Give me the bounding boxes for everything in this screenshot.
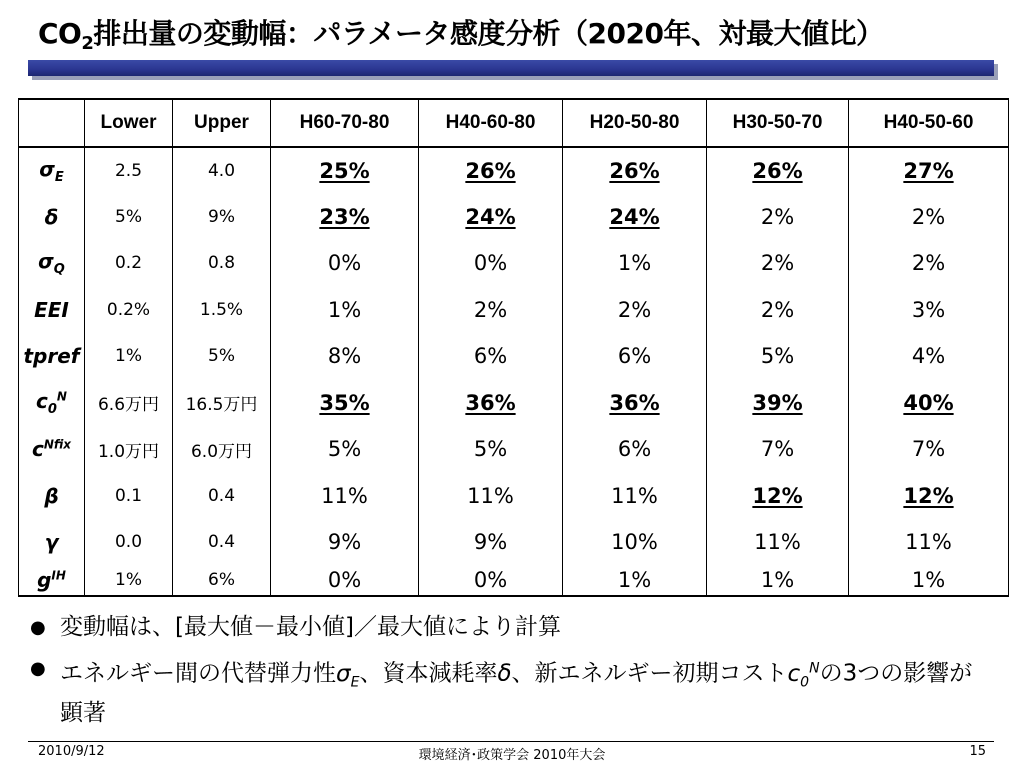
note-text-2a: エネルギー間の代替弾力性 [60, 660, 336, 687]
lower-bound-cell: 6.6万円 [85, 380, 173, 427]
variation-value-cell: 6% [419, 333, 563, 380]
variation-value-cell: 11% [419, 473, 563, 520]
table-row [19, 380, 1009, 427]
lower-bound-cell: 2.5 [85, 147, 173, 194]
header-cell-parameter [19, 99, 85, 147]
title-rest: 排出量の変動幅：パラメータ感度分析（2020年、対最大値比） [93, 17, 884, 50]
parameter-cell: $c_0^N$ [19, 380, 85, 427]
note-text-2d: の3つの影響が顕著 [60, 660, 973, 727]
variation-value-cell: 11% [563, 473, 707, 520]
table-row [19, 473, 1009, 520]
parameter-cell: EEI [19, 287, 85, 334]
lower-bound-cell: 0.2% [85, 287, 173, 334]
upper-bound-cell: 1.5% [173, 287, 271, 334]
footer-page-number: 15 [969, 744, 986, 759]
variation-value-cell: 24% [563, 194, 707, 241]
parameter-cell: β [19, 473, 85, 520]
variation-value-cell: 26% [563, 147, 707, 194]
variation-value-cell: 26% [419, 147, 563, 194]
table-row [19, 194, 1009, 241]
variation-value-cell: 11% [849, 519, 1009, 566]
variation-value-cell: 5% [271, 426, 419, 473]
variation-value-cell: 4% [849, 333, 1009, 380]
variation-value-cell: 1% [849, 566, 1009, 596]
sensitivity-table [18, 98, 1009, 597]
lower-bound-cell: 0.1 [85, 473, 173, 520]
variation-value-cell: 2% [419, 287, 563, 334]
variation-value-cell: 0% [271, 240, 419, 287]
lower-bound-cell: 5% [85, 194, 173, 241]
upper-bound-cell: 6% [173, 566, 271, 596]
header-cell: H30-50-70 [707, 99, 849, 147]
variation-value-cell: 2% [563, 287, 707, 334]
lower-bound-cell: 1% [85, 333, 173, 380]
title-subscript: 2 [81, 33, 94, 54]
table-header-row [19, 99, 1009, 147]
variation-value-cell: 6% [563, 333, 707, 380]
upper-bound-cell: 6.0万円 [173, 426, 271, 473]
table-row [19, 333, 1009, 380]
parameter-cell: $\sigma_Q$ [19, 240, 85, 287]
parameter-cell: tpref [19, 333, 85, 380]
table-row [19, 426, 1009, 473]
variation-value-cell: 3% [849, 287, 1009, 334]
title-prefix: CO [38, 17, 82, 50]
variation-value-cell: 2% [707, 240, 849, 287]
footer-date: 2010/9/12 [38, 744, 105, 759]
parameter-cell: δ [19, 194, 85, 241]
variation-value-cell: 25% [271, 147, 419, 194]
table-row [19, 566, 1009, 596]
variation-value-cell: 6% [563, 426, 707, 473]
lower-bound-cell: 1.0万円 [85, 426, 173, 473]
header-cell: Upper [173, 99, 271, 147]
variation-value-cell: 1% [707, 566, 849, 596]
header-cell: H60-70-80 [271, 99, 419, 147]
bullet-icon: ● [30, 617, 46, 638]
variation-value-cell: 11% [707, 519, 849, 566]
variation-value-cell: 23% [271, 194, 419, 241]
variation-value-cell: 40% [849, 380, 1009, 427]
lower-bound-cell: 1% [85, 566, 173, 596]
note-item-1 [30, 612, 990, 643]
note-symbol-sigma-e: $\sigma_E$ [336, 660, 360, 691]
footer-divider [28, 741, 994, 742]
upper-bound-cell: 0.4 [173, 519, 271, 566]
note-symbol-delta: δ [497, 660, 512, 687]
variation-value-cell: 0% [419, 240, 563, 287]
variation-value-cell: 7% [707, 426, 849, 473]
lower-bound-cell: 0.2 [85, 240, 173, 287]
variation-value-cell: 1% [271, 287, 419, 334]
table-row [19, 147, 1009, 194]
footer-conference: 環境経済･政策学会 2010年大会 [418, 748, 606, 763]
upper-bound-cell: 9% [173, 194, 271, 241]
lower-bound-cell: 0.0 [85, 519, 173, 566]
variation-value-cell: 9% [419, 519, 563, 566]
table-row [19, 287, 1009, 334]
parameter-cell: $c^{Nfix}$ [19, 426, 85, 473]
upper-bound-cell: 16.5万円 [173, 380, 271, 427]
header-cell: H40-50-60 [849, 99, 1009, 147]
variation-value-cell: 39% [707, 380, 849, 427]
variation-value-cell: 2% [707, 287, 849, 334]
parameter-cell: $g^{IH}$ [19, 566, 85, 596]
variation-value-cell: 36% [563, 380, 707, 427]
variation-value-cell: 1% [563, 240, 707, 287]
variation-value-cell: 35% [271, 380, 419, 427]
variation-value-cell: 36% [419, 380, 563, 427]
note-text-1: 変動幅は、[最大値－最小値]／最大値により計算 [60, 614, 561, 640]
table-row [19, 240, 1009, 287]
variation-value-cell: 10% [563, 519, 707, 566]
variation-value-cell: 26% [707, 147, 849, 194]
variation-value-cell: 9% [271, 519, 419, 566]
note-item-2 [30, 653, 990, 729]
variation-value-cell: 2% [849, 240, 1009, 287]
variation-value-cell: 1% [563, 566, 707, 596]
parameter-cell: $\sigma_E$ [19, 147, 85, 194]
variation-value-cell: 8% [271, 333, 419, 380]
variation-value-cell: 12% [849, 473, 1009, 520]
slide-title [38, 10, 998, 58]
upper-bound-cell: 0.4 [173, 473, 271, 520]
header-cell: H20-50-80 [563, 99, 707, 147]
variation-value-cell: 12% [707, 473, 849, 520]
note-symbol-c0n: $c_0^N$ [787, 660, 820, 691]
variation-value-cell: 7% [849, 426, 1009, 473]
variation-value-cell: 5% [419, 426, 563, 473]
variation-value-cell: 5% [707, 333, 849, 380]
header-cell: Lower [85, 99, 173, 147]
title-underline-bar [28, 60, 994, 76]
variation-value-cell: 11% [271, 473, 419, 520]
upper-bound-cell: 0.8 [173, 240, 271, 287]
variation-value-cell: 0% [419, 566, 563, 596]
note-text-2b: 、資本減耗率 [359, 660, 498, 687]
variation-value-cell: 24% [419, 194, 563, 241]
bullet-icon: ● [30, 658, 46, 679]
notes-list [30, 612, 990, 739]
upper-bound-cell: 5% [173, 333, 271, 380]
header-cell: H40-60-80 [419, 99, 563, 147]
variation-value-cell: 0% [271, 566, 419, 596]
variation-value-cell: 2% [707, 194, 849, 241]
variation-value-cell: 27% [849, 147, 1009, 194]
upper-bound-cell: 4.0 [173, 147, 271, 194]
parameter-cell: γ [19, 519, 85, 566]
variation-value-cell: 2% [849, 194, 1009, 241]
note-text-2c: 、新エネルギー初期コスト [511, 660, 788, 687]
table-body [19, 147, 1009, 596]
table-row [19, 519, 1009, 566]
